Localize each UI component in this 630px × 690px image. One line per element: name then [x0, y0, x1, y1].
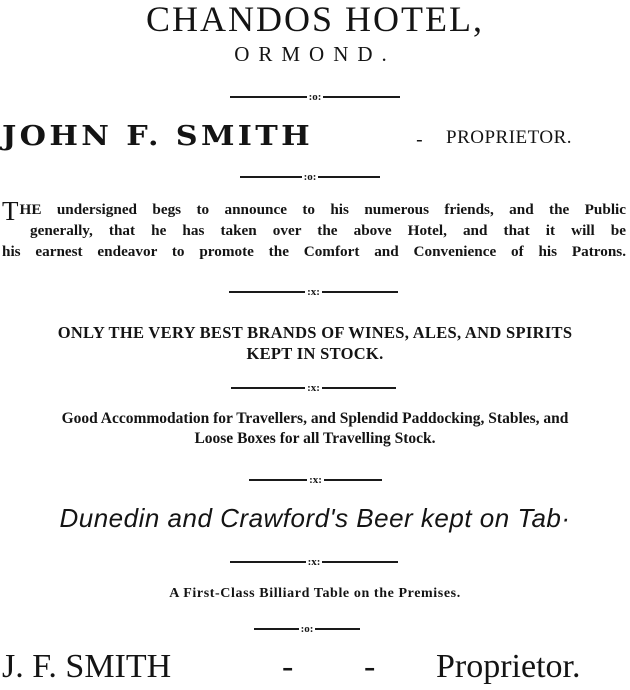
- divider-mark: :x:: [309, 473, 322, 486]
- accommodation-notice: [0, 409, 630, 449]
- divider-mark: :x:: [307, 555, 321, 568]
- divider-6: [230, 554, 398, 570]
- brands-notice: [0, 322, 630, 364]
- footer-dash-1: -: [282, 648, 294, 685]
- announcement-line-2: generally, that he has taken over the above Hotel, and that it will be: [30, 222, 626, 239]
- divider-mark: :x:: [307, 381, 320, 394]
- announcement-line-3: his earnest endeavor to promote the Comfort and Convenience of his Patrons.: [2, 243, 626, 260]
- beer-notice: Dunedin and Crawford's Beer kept on Tab·: [59, 503, 571, 533]
- divider-7: [254, 621, 360, 637]
- divider-mark: :o:: [300, 622, 314, 635]
- accommodation-line-2: Loose Boxes for all Travelling Stock.: [194, 430, 436, 447]
- footer-title: Proprietor.: [436, 648, 581, 685]
- divider-4: [231, 380, 396, 396]
- proprietor-line: [0, 121, 630, 151]
- divider-1: [230, 89, 400, 105]
- divider-2: [240, 169, 380, 185]
- footer-dash-2: -: [364, 648, 376, 685]
- announcement-line-1: HE undersigned begs to announce to his numerous friends, and the Public: [19, 201, 626, 218]
- divider-3: [229, 284, 398, 300]
- divider-5: [249, 472, 382, 488]
- announcement-paragraph: [2, 196, 626, 262]
- proprietor-title: PROPRIETOR.: [446, 127, 573, 148]
- footer-name: J. F. SMITH: [2, 648, 172, 685]
- divider-mark: :x:: [307, 285, 320, 298]
- proprietor-dash: -: [416, 127, 423, 151]
- divider-mark: :o:: [303, 170, 317, 183]
- brands-line-1: ONLY THE VERY BEST BRANDS OF WINES, ALES, AND SPIRITS: [57, 323, 573, 342]
- divider-mark: :o:: [308, 90, 322, 103]
- proprietor-name: JOHN F. SMITH: [2, 121, 314, 152]
- hotel-name: CHANDOS HOTEL,: [146, 0, 484, 39]
- drop-cap: T: [2, 196, 19, 226]
- town-name: ORMOND.: [234, 42, 396, 66]
- accommodation-line-1: Good Accommodation for Travellers, and Splendid Paddocking, Stables, and: [61, 410, 569, 427]
- footer-signature: [0, 648, 630, 688]
- billiard-notice: A First-Class Billiard Table on the Premises.: [169, 586, 461, 601]
- brands-line-2: KEPT IN STOCK.: [246, 344, 384, 363]
